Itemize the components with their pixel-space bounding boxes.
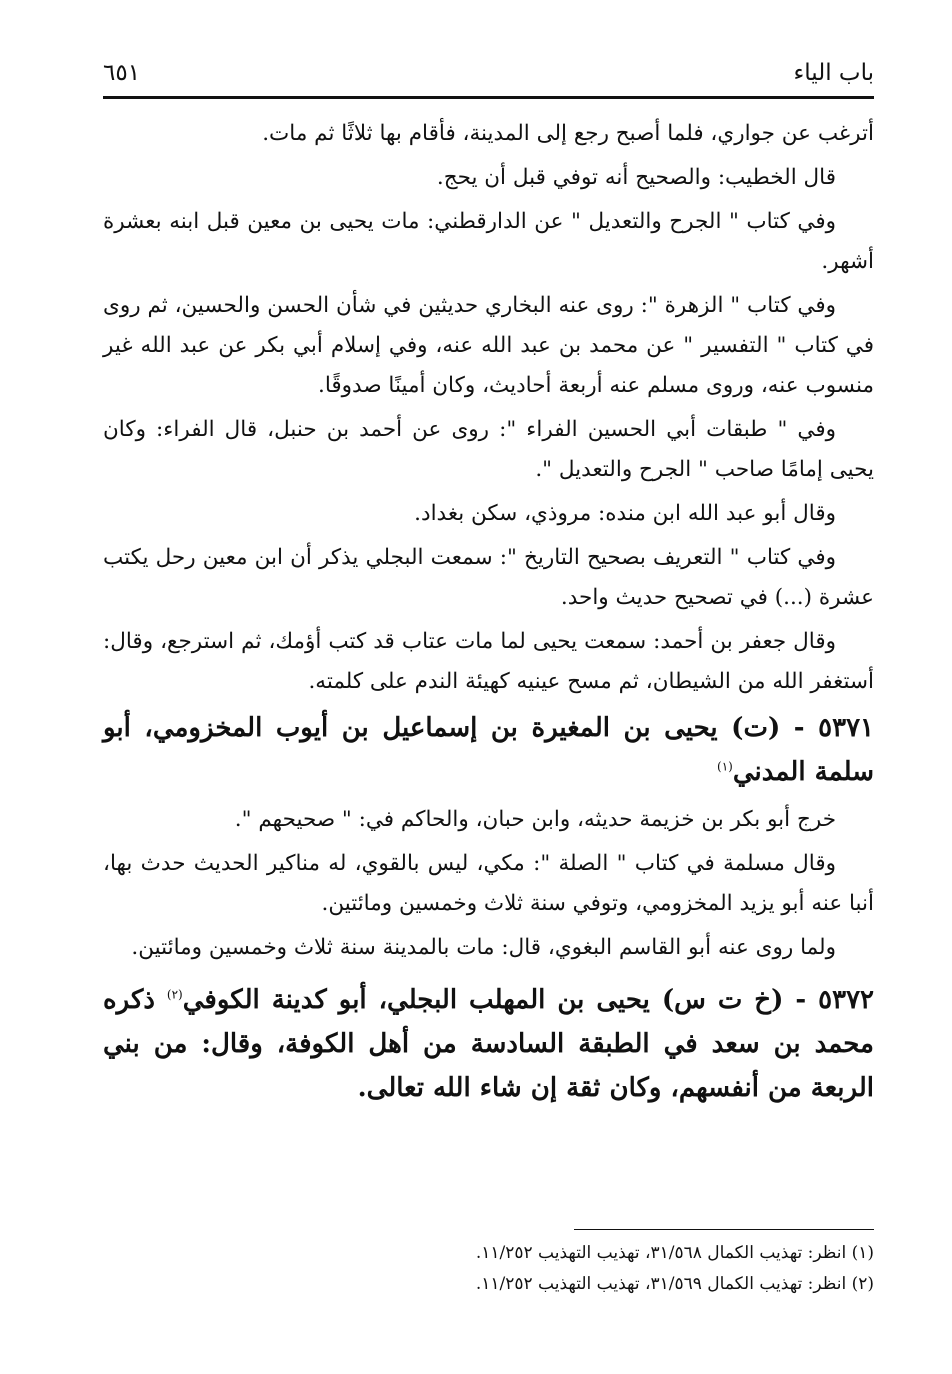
page-number: ٦٥١ [103,60,141,86]
paragraph: خرج أبو بكر بن خزيمة حديثه، وابن حبان، والحاكم في: " صحيحهم ". [234,807,836,832]
paragraph: وفي كتاب " الزهرة ": روى عنه البخاري حديثين في شأن الحسن والحسين، ثم روى في كتاب " التفسير " عن محمد بن عبد الله عنه، وفي إسلام أبي بكر عن عبد الله غير منسوب عنه، وروى مسلم عنه أربعة أحاديث، وكان أمينًا صدوقًا. [103,293,874,398]
paragraph: وقال جعفر بن أحمد: سمعت يحيى لما مات عتاب قد كتب أؤمك، ثم استرجع، وقال: أستغفر الله من الشيطان، ثم مسح عينيه كهيئة الندم على كلمته. [103,629,874,694]
paragraph: وفي " طبقات أبي الحسين الفراء ": روى عن أحمد بن حنبل، قال الفراء: وكان يحيى إمامًا صاحب " الجرح والتعديل ". [103,417,874,482]
paragraph: وقال مسلمة في كتاب " الصلة ": مكي، ليس بالقوي، له مناكير الحديث حدث بها، أنبا عنه أبو يزيد المخزومي، وتوفي سنة ثلاث وخمسين ومائتين. [103,851,874,916]
paragraph: وفي كتاب " التعريف بصحيح التاريخ ": سمعت البجلي يذكر أن ابن معين رحل يكتب عشرة (...) في تصحيح حديث واحد. [103,545,874,610]
running-header [103,58,874,94]
footnote-marker[interactable]: (١) [717,759,733,774]
main-text [103,114,874,1116]
paragraph: وقال أبو عبد الله ابن منده: مروذي، سكن بغداد. [414,501,836,526]
footnote-marker[interactable]: (٢) [166,987,183,1002]
biography-entry-heading [103,706,874,794]
footnotes [103,1238,874,1300]
footnote: (٢) انظر: تهذيب الكمال ٣١/٥٦٩، تهذيب التهذيب ١١/٢٥٢. [475,1274,874,1294]
biography-entry-heading [103,978,874,1110]
entry-text: ذكره محمد بن سعد في الطبقة السادسة من أهل الكوفة، وقال: من بني الربعة من أنفسهم، وكان ثقة إن شاء الله تعالى. [103,985,874,1103]
entry-title: ٥٣٧٢ - (خ ت س) يحيى بن المهلب البجلي، أبو كدينة الكوفي [182,985,874,1015]
footnote: (١) انظر: تهذيب الكمال ٣١/٥٦٨، تهذيب التهذيب ١١/٢٥٢. [475,1243,874,1263]
paragraph: ولما روى عنه أبو القاسم البغوي، قال: مات بالمدينة سنة ثلاث وخمسين ومائتين. [131,935,836,960]
paragraph: أترغب عن جواري، فلما أصبح رجع إلى المدينة، فأقام بها ثلاثًا ثم مات. [262,121,874,146]
chapter-title: باب الياء [793,60,874,86]
paragraph: وفي كتاب " الجرح والتعديل " عن الدارقطني: مات يحيى بن معين قبل ابنه بعشرة أشهر. [103,209,874,274]
entry-title: ٥٣٧١ - (ت) يحيى بن المغيرة بن إسماعيل بن أيوب المخزومي، أبو سلمة المدني [103,713,874,787]
paragraph: قال الخطيب: والصحيح أنه توفي قبل أن يحج. [436,165,836,190]
header-divider [103,96,874,99]
footnote-divider [574,1229,874,1230]
